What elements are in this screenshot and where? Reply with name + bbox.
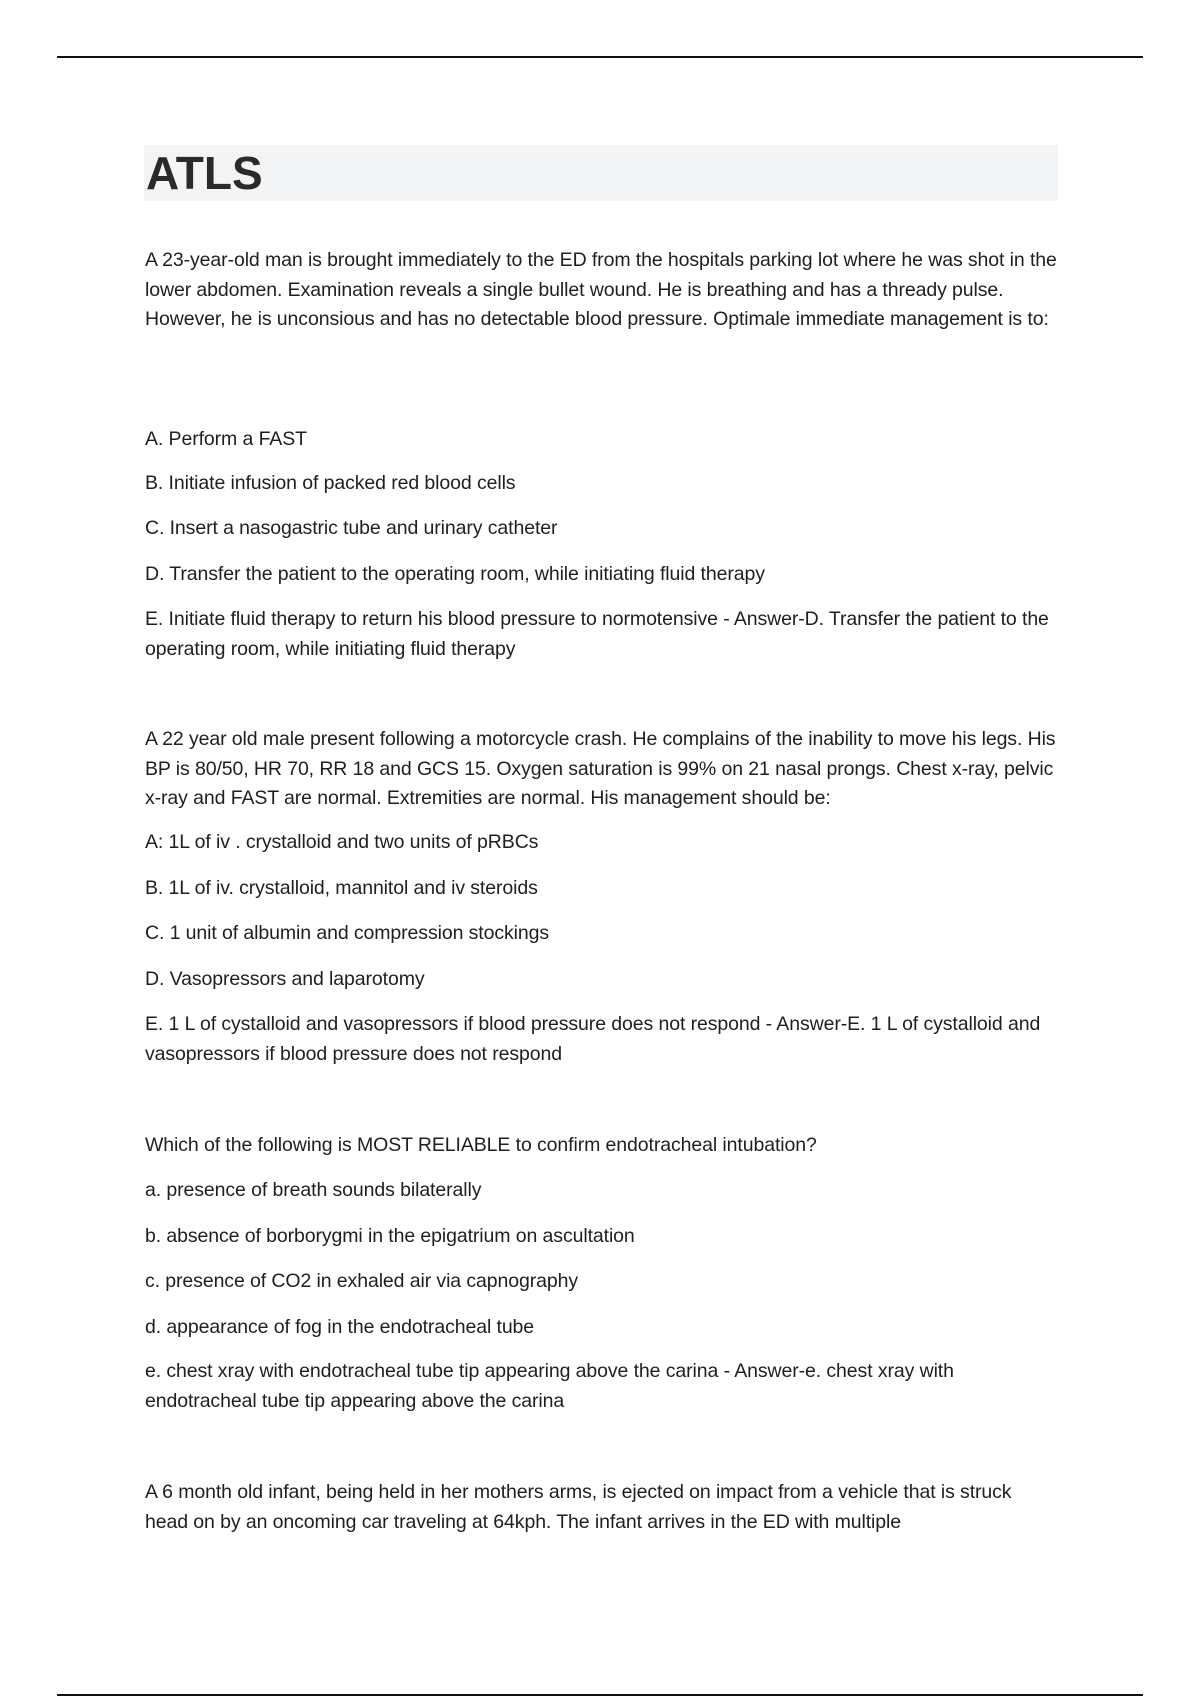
question-1-option-a: A. Perform a FAST [145, 428, 307, 450]
question-2-option-b: B. 1L of iv. crystalloid, mannitol and iv steroids [145, 877, 538, 899]
question-1-option-e-answer: E. Initiate fluid therapy to return his blood pressure to normotensive - Answer-D. Transfer the patient to the operating room, while initiating fluid therapy [145, 608, 1049, 660]
title-background [144, 145, 1058, 201]
question-1-stem: A 23-year-old man is brought immediately to the ED from the hospitals parking lot where he was shot in the lower abdomen. Examination reveals a single bullet wound. He is breathing and has a thready pulse. However, he is unconsious and has no detectable blood pressure. Optimale immediate management is to: [145, 249, 1057, 330]
question-1-option-c: C. Insert a nasogastric tube and urinary catheter [145, 517, 558, 539]
document-title: ATLS [146, 147, 263, 199]
header-rule [57, 56, 1143, 58]
question-3-option-b: b. absence of borborygmi in the epigatrium on ascultation [145, 1225, 635, 1247]
question-3-option-c: c. presence of CO2 in exhaled air via capnography [145, 1270, 579, 1292]
question-2-option-d: D. Vasopressors and laparotomy [145, 968, 425, 990]
question-2-option-a: A: 1L of iv . crystalloid and two units of pRBCs [145, 831, 539, 853]
question-1-option-b: B. Initiate infusion of packed red blood cells [145, 472, 516, 494]
question-2-option-c: C. 1 unit of albumin and compression stockings [145, 922, 550, 944]
question-3-stem: Which of the following is MOST RELIABLE to confirm endotracheal intubation? [145, 1134, 817, 1156]
question-3-option-d: d. appearance of fog in the endotracheal tube [145, 1316, 535, 1338]
question-3-option-e-answer: e. chest xray with endotracheal tube tip appearing above the carina - Answer-e. chest xray with endotracheal tube tip appearing above the carina [145, 1360, 954, 1412]
footer-rule [57, 1694, 1143, 1696]
question-3-option-a: a. presence of breath sounds bilaterally [145, 1179, 482, 1201]
question-2-option-e-answer: E. 1 L of cystalloid and vasopressors if blood pressure does not respond - Answer-E. 1 L of cystalloid and vasopressors if blood pressure does not respond [145, 1013, 1041, 1065]
question-2-stem: A 22 year old male present following a motorcycle crash. He complains of the inability to move his legs. His BP is 80/50, HR 70, RR 18 and GCS 15. Oxygen saturation is 99% on 21 nasal prongs. Chest x-ray, pelvic x-ray and FAST are normal. Extremities are normal. His management should be: [145, 728, 1056, 809]
question-4-stem: A 6 month old infant, being held in her mothers arms, is ejected on impact from a vehicle that is struck head on by an oncoming car traveling at 64kph. The infant arrives in the ED with multiple [145, 1481, 1012, 1533]
question-1-option-d: D. Transfer the patient to the operating room, while initiating fluid therapy [145, 563, 765, 585]
